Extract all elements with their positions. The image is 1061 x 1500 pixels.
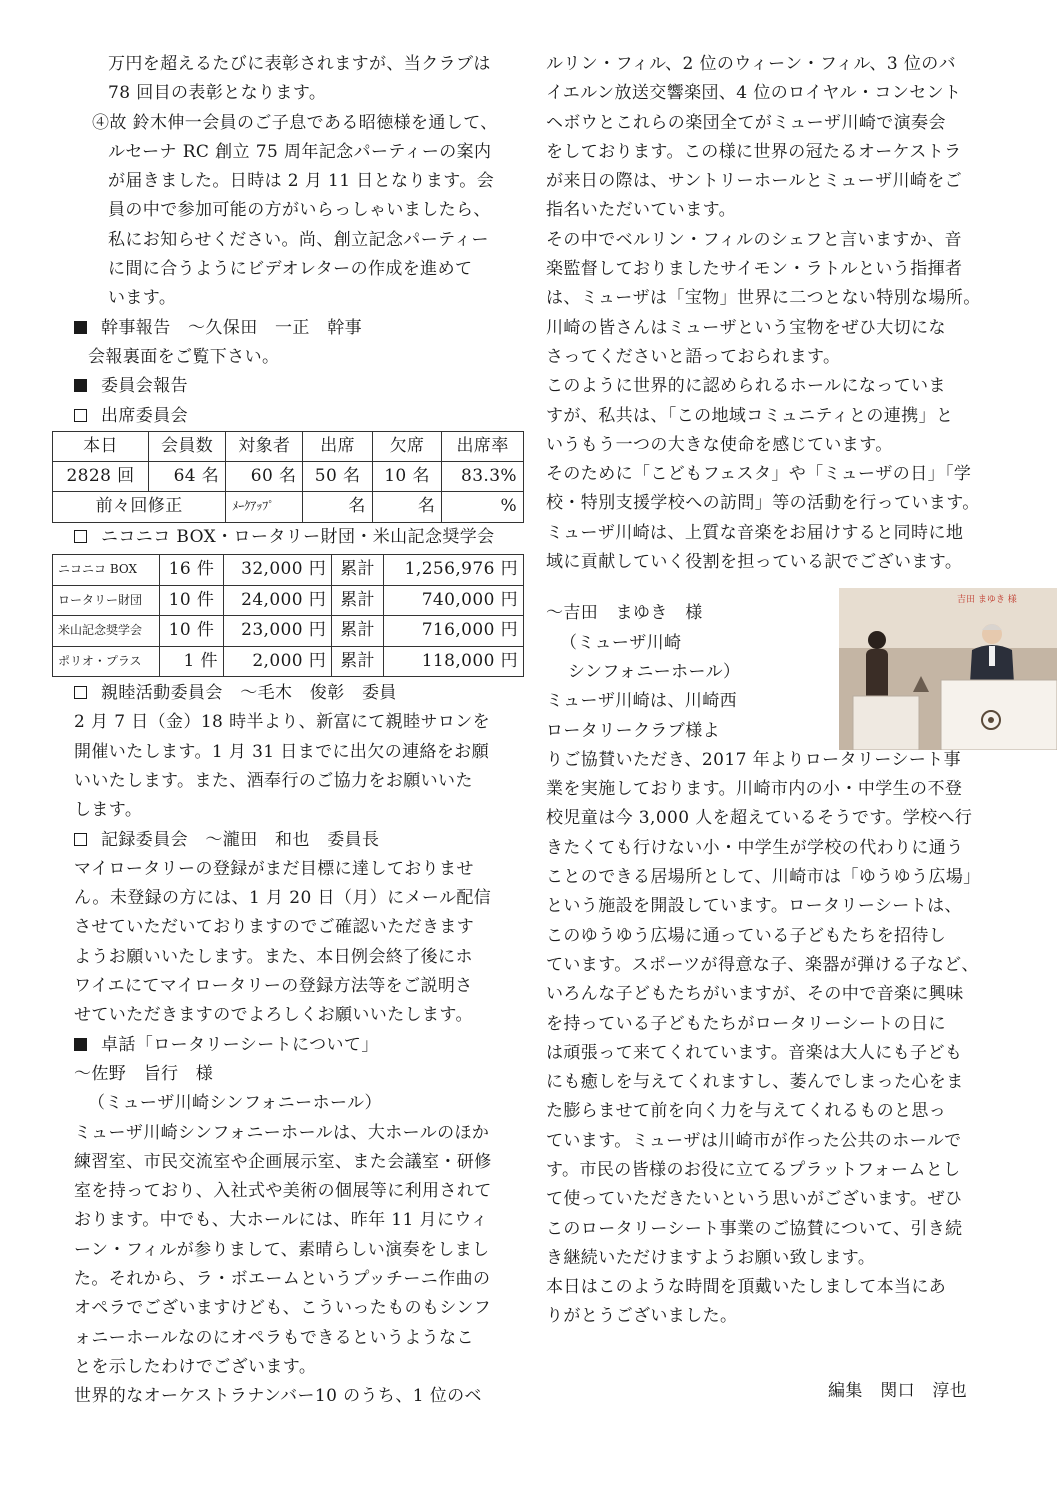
table-cell: 10 名 <box>372 462 441 492</box>
table-cell: ポリオ・プラス <box>53 646 160 677</box>
body-line: このゆうゆう広場に通っている子どもたちを招待し <box>546 925 947 946</box>
table-cell: 累計 <box>332 585 384 616</box>
table-header-cell: 出席 <box>303 431 372 461</box>
talk-line: オペラでございますけども、こういったものもシンフ <box>74 1298 492 1319</box>
table-cell: 2,000 円 <box>223 646 331 677</box>
body-line: りがとうございました。 <box>546 1306 738 1327</box>
body-line: ています。スポーツが得意な子、楽器が弾ける子など、 <box>546 954 979 975</box>
black-square-icon <box>74 1038 87 1051</box>
body-line: 楽監督しておりましたサイモン・ラトルという指揮者 <box>546 259 963 280</box>
body-line: 域に貢献していく役割を担っている訳でございます。 <box>546 552 963 573</box>
attendance-table <box>52 431 524 523</box>
talk-line: 練習室、市民交流室や企画展示室、また会議室・研修 <box>74 1151 492 1172</box>
item4-line: に間に合うようにビデオレターの作成を進めて <box>108 259 473 280</box>
secretary-report-text: 会報裏面をご覧下さい。 <box>88 346 280 367</box>
table-cell: 1,256,976 円 <box>383 555 523 586</box>
table-cell: ロータリー財団 <box>53 585 160 616</box>
speaker-photo-image <box>839 588 1057 750</box>
donation-table <box>52 554 524 677</box>
body-line: ています。ミューザは川崎市が作った公共のホールで <box>546 1130 962 1151</box>
body-line: を持っている子どもたちがロータリーシートの日に <box>546 1013 946 1034</box>
table-cell: 10 件 <box>160 616 224 647</box>
record-committee-heading: 記録委員会 ～瀧田 和也 委員長 <box>74 826 516 855</box>
table-cell: 32,000 円 <box>223 555 331 586</box>
table-cell: 米山記念奨学会 <box>53 616 160 647</box>
table-cell: 60 名 <box>226 462 303 492</box>
record-line: ワイエにてマイロータリーの登録方法等をご説明さ <box>74 976 473 997</box>
attendance-committee-heading: 出席委員会 <box>74 402 516 431</box>
body-line: さってくださいと語っておられます。 <box>546 346 841 367</box>
table-cell: ﾒｰｸｱｯﾌﾟ <box>226 492 303 522</box>
body-line: きたくても行けない小・中学生が学校の代わりに通う <box>546 837 964 858</box>
body-line: このように世界的に認められるホールになっていま <box>546 376 946 397</box>
body-line: た膨らませて前を向く力を与えてくれるものと思っ <box>546 1101 947 1122</box>
talk-line: た。それから、ラ・ボエームというプッチーニ作曲の <box>74 1268 491 1289</box>
table-cell: 716,000 円 <box>383 616 523 647</box>
speaker2-affiliation: （ミューザ川崎 <box>560 632 682 653</box>
record-line: させていただいておりますのでご確認いただきます <box>74 917 475 938</box>
table-row <box>53 616 524 647</box>
table-cell: 23,000 円 <box>223 616 331 647</box>
record-line: ようお願いいたします。また、本日例会終了後にホ <box>74 946 473 967</box>
left-column <box>58 50 518 1411</box>
body-line: りご協賛いただき、2017 年よりロータリーシート事 <box>546 749 962 770</box>
table-cell: 累計 <box>332 616 384 647</box>
table-cell: 累計 <box>332 555 384 586</box>
body-line: ロータリークラブ様よ <box>546 720 720 741</box>
body-line: ことのできる居場所として、川崎市は「ゆうゆう広場」 <box>546 867 981 888</box>
fellowship-line: します。 <box>74 800 143 821</box>
body-line: 指名いただいています。 <box>546 200 737 221</box>
table-cell: 名 <box>372 492 441 522</box>
body-line: にも癒しを与えてくれますし、萎んでしまった心をま <box>546 1072 964 1093</box>
table-cell: ニコニコ BOX <box>53 555 160 586</box>
talk-line: ミューザ川崎シンフォニーホールは、大ホールのほか <box>74 1122 490 1143</box>
item4-line: います。 <box>108 288 177 309</box>
body-line: をしております。この様に世界の冠たるオーケストラ <box>546 141 962 162</box>
table-cell: 64 名 <box>149 462 226 492</box>
talk-line: 世界的なオーケストラナンバー10 のうち、1 位のベ <box>74 1386 482 1407</box>
item4-line: ルセーナ RC 創立 75 周年記念パーティーの案内 <box>108 141 492 162</box>
body-line: その中でベルリン・フィルのシェフと言いますか、音 <box>546 229 962 250</box>
body-line: ヘボウとこれらの楽団全てがミューザ川崎で演奏会 <box>546 112 946 133</box>
body-line: 本日はこのような時間を頂戴いたしまして本当にあ <box>546 1277 947 1298</box>
secretary-report-heading: 幹事報告 ～久保田 一正 幹事 <box>74 314 516 343</box>
body-line: す。市民の皆様のお役に立てるプラットフォームとし <box>546 1159 961 1180</box>
talk-line: ォニーホールなのにオペラもできるというようなこ <box>74 1327 474 1348</box>
table-cell: 名 <box>303 492 372 522</box>
fellowship-committee-heading: 親睦活動委員会 ～毛木 俊彰 委員 <box>74 679 516 708</box>
table-row <box>53 646 524 677</box>
table-cell: 50 名 <box>303 462 372 492</box>
body-line: 校児童は今 3,000 人を超えているそうです。学校へ行 <box>546 808 973 829</box>
body-line: は、ミューザは「宝物」世界に二つとない特別な場所。 <box>546 288 981 309</box>
talk-speaker: ～佐野 旨行 様 <box>74 1063 214 1084</box>
item4-line: 員の中で参加可能の方がいらっしゃいましたら、 <box>108 200 491 221</box>
checkbox-icon <box>74 409 87 422</box>
table-header-cell: 本日 <box>53 431 149 461</box>
intro-line: 78 回目の表彰となります。 <box>108 83 327 104</box>
table-header-cell: 対象者 <box>226 431 303 461</box>
body-line: このロータリーシート事業のご協賛について、引き続 <box>546 1218 963 1239</box>
table-header-cell: 出席率 <box>442 431 524 461</box>
table-cell: 16 件 <box>160 555 224 586</box>
body-line: いうもう一つの大きな使命を感じています。 <box>546 434 893 455</box>
fellowship-line: 2 月 7 日（金）18 時半より、新富にて親睦サロンを <box>74 712 491 733</box>
record-line: せていただきますのでよろしくお願いいたします。 <box>74 1005 473 1026</box>
table-row <box>53 431 524 461</box>
body-line: イエルン放送交響楽団、4 位のロイヤル・コンセント <box>546 83 962 104</box>
table-cell: 1 件 <box>160 646 224 677</box>
speaker-photo <box>839 588 1057 750</box>
talk-line: おります。中でも、大ホールには、昨年 11 月にウィ <box>74 1210 489 1231</box>
table-header-cell: 会員数 <box>149 431 226 461</box>
table-cell: % <box>442 492 524 522</box>
fellowship-line: いいたします。また、酒奉行のご協力をお願いいた <box>74 770 473 791</box>
record-line: マイロータリーの登録がまだ目標に達しておりませ <box>74 858 474 879</box>
photo-caption: 吉田 まゆき 様 <box>957 595 1017 605</box>
table-cell: 83.3% <box>442 462 524 492</box>
body-line: は頑張って来てくれています。音楽は大人にも子ども <box>546 1042 963 1063</box>
body-line: 校・特別支援学校への訪問」等の活動を行っています。 <box>546 493 980 514</box>
body-line: そのために「こどもフェスタ」や「ミューザの日」「学 <box>546 464 972 485</box>
table-cell: 累計 <box>332 646 384 677</box>
editor-credit: 編集 関口 淳也 <box>828 1381 968 1401</box>
committee-report-heading: 委員会報告 <box>74 372 516 401</box>
intro-line: 万円を超えるたびに表彰されますが、当クラブは <box>108 54 491 74</box>
body-line: 川崎の皆さんはミューザという宝物をぜひ大切にな <box>546 317 946 338</box>
black-square-icon <box>74 379 87 392</box>
fellowship-line: 開催いたします。1 月 31 日までに出欠の連絡をお願 <box>74 741 490 762</box>
talk-line: ーン・フィルが参りまして、素晴らしい演奏をしまし <box>74 1239 490 1260</box>
table-cell: 前々回修正 <box>53 492 226 522</box>
speaker2-name: ～吉田 まゆき 様 <box>546 603 703 624</box>
table-row <box>53 492 524 522</box>
item4-line: が届きました。日時は 2 月 11 日となります。会 <box>108 171 495 192</box>
donation-heading: ニコニコ BOX・ロータリー財団・米山記念奨学会 <box>74 523 516 552</box>
table-cell: 118,000 円 <box>383 646 523 677</box>
item4-line: 私にお知らせください。尚、創立記念パーティー <box>108 229 489 250</box>
table-row <box>53 462 524 492</box>
body-line: すが、私共は、「この地域コミュニティとの連携」と <box>546 405 954 426</box>
table-cell: 24,000 円 <box>223 585 331 616</box>
body-line: 業を実施しております。川崎市内の小・中学生の不登 <box>546 779 963 800</box>
table-cell: 740,000 円 <box>383 585 523 616</box>
checkbox-icon <box>74 686 87 699</box>
table-row <box>53 585 524 616</box>
body-line: が来日の際は、サントリーホールとミューザ川崎をご <box>546 171 963 192</box>
record-line: ん。未登録の方には、1 月 20 日（月）にメール配信 <box>74 888 492 909</box>
talk-affiliation: （ミューザ川崎シンフォニーホール） <box>88 1093 382 1114</box>
body-line: という施設を開設しています。ロータリーシートは、 <box>546 896 962 917</box>
table-cell: 2828 回 <box>53 462 149 492</box>
table-cell: 10 件 <box>160 585 224 616</box>
talk-line: 室を持っており、入社式や美術の個展等に利用されて <box>74 1181 492 1202</box>
body-line: いろんな子どもたちがいますが、その中で音楽に興味 <box>546 984 964 1005</box>
body-line: き継続いただけますようお願い致します。 <box>546 1247 876 1268</box>
speaker2-affiliation: シンフォニーホール） <box>568 661 741 682</box>
table-header-cell: 欠席 <box>372 431 441 461</box>
body-line: ミューザ川崎は、上質な音楽をお届けすると同時に地 <box>546 522 964 543</box>
black-square-icon <box>74 321 87 334</box>
talk-line: とを示したわけでございます。 <box>74 1356 317 1377</box>
talk-heading: 卓話「ロータリーシートについて」 <box>74 1031 516 1060</box>
table-row <box>53 555 524 586</box>
checkbox-icon <box>74 833 87 846</box>
body-line: ルリン・フィル、2 位のウィーン・フィル、3 位のバ <box>546 54 957 74</box>
item4-line: ④故 鈴木伸一会員のご子息である昭徳様を通して、 <box>92 112 498 133</box>
checkbox-icon <box>74 530 87 543</box>
body-line: て使っていただきたいという思いがございます。ぜひ <box>546 1189 963 1210</box>
body-line: ミューザ川崎は、川崎西 <box>546 691 738 712</box>
